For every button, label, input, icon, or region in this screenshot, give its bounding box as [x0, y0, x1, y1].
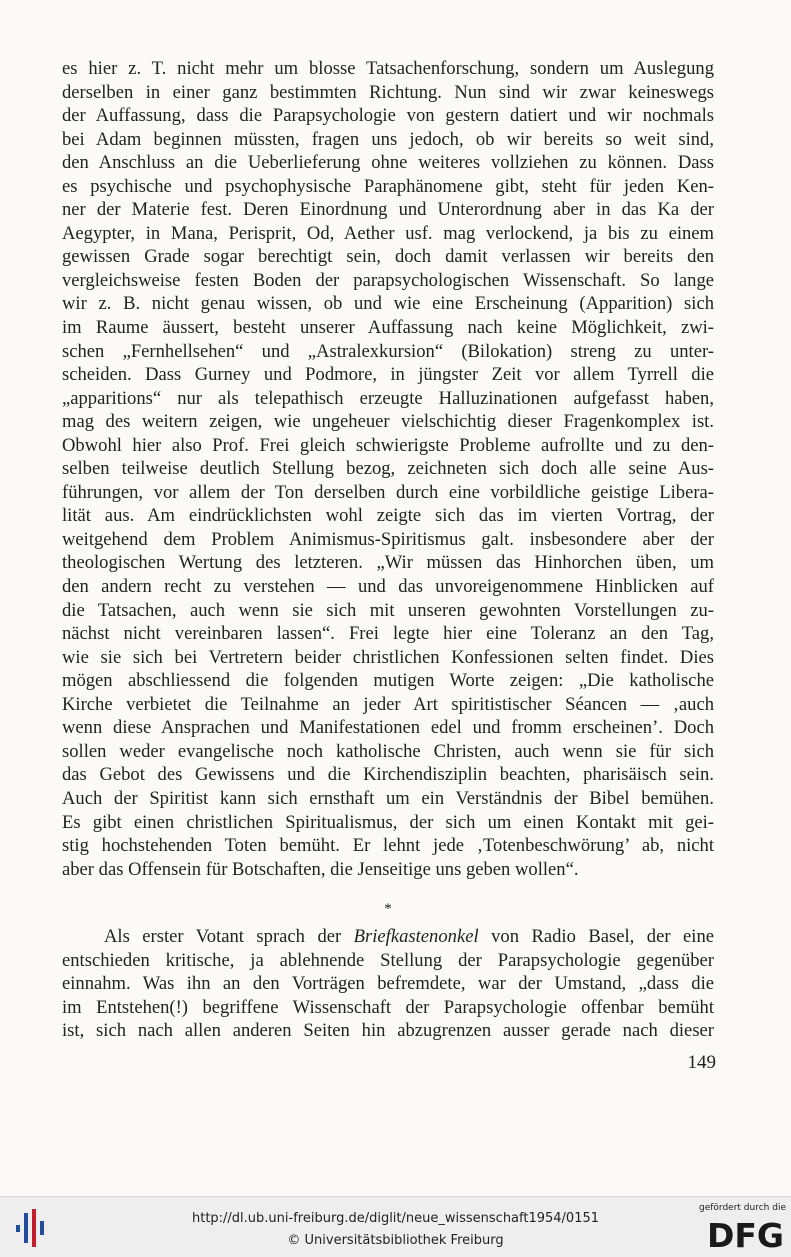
- text-line: Aegypter, in Mana, Perisprit, Od, Aether usf. mag verlockend, ja bis zu einem: [62, 222, 714, 244]
- text-line: ist, sich nach allen anderen Seiten hin abzugrenzen ausser gerade nach dieser: [62, 1020, 714, 1042]
- section-separator: *: [384, 901, 392, 917]
- paragraph-votant: [62, 925, 714, 1043]
- text-line: es hier z. T. nicht mehr um blosse Tatsachenforschung, sondern um Auslegung: [62, 58, 714, 79]
- copyright-notice: © Universitätsbibliothek Freiburg: [287, 1233, 504, 1248]
- text-line: die Tatsachen, auch wenn sie sich mit unseren gewohnten Vorstellungen zu-: [62, 599, 714, 621]
- text-line: den andern recht zu verstehen — und das unvoreigenommene Hinblicken auf: [62, 576, 714, 598]
- paragraph-continued: [62, 57, 714, 881]
- italic-term: Briefkastenonkel: [353, 926, 479, 947]
- text-line: lität aus. Am eindrücklichsten wohl zeigte sich das im vierten Vortrag, der: [62, 505, 714, 527]
- text-line: aber das Offensein für Botschaften, die Jenseitige uns geben wollen“.: [62, 858, 579, 880]
- text-line: sollen weder evangelische noch katholische Christen, auch wenn sie für sich: [62, 740, 714, 762]
- text-line: mag des weitern zeigen, wie ungeheuer vielschichtig dieser Fragenkomplex ist.: [62, 411, 714, 433]
- text-line: weitgehend dem Problem Animismus-Spiritismus galt. insbesondere aber der: [62, 528, 714, 550]
- text-line: Obwohl hier also Prof. Frei gleich schwierigste Probleme aufrollte und zu den-: [62, 434, 714, 456]
- text-line: wenn diese Ansprachen und Manifestationen edel und fromm erscheinen’. Doch: [62, 717, 714, 739]
- text-line: ner der Materie fest. Deren Einordnung und Unterordnung aber in das Ka der: [62, 199, 714, 221]
- text-line: derselben in einer ganz bestimmten Richtung. Nun sind wir zwar keineswegs: [62, 81, 714, 103]
- text-line: Auch der Spiritist kann sich ernsthaft um ein Verständnis der Bibel bemühen.: [62, 787, 714, 809]
- text-line: scheiden. Dass Gurney und Podmore, in jüngster Zeit vor allem Tyrrell die: [62, 364, 714, 386]
- text-line: entschieden kritische, ja ablehnende Stellung der Parapsychologie gegenüber: [62, 949, 714, 971]
- text-line: nächst nicht vereinbaren lassen“. Frei legte hier eine Toleranz an den Tag,: [62, 623, 714, 645]
- text-line: theologischen Wertung des letzteren. „Wir müssen das Hinhorchen üben, um: [62, 552, 714, 574]
- dfg-funding-logo[interactable]: [696, 1201, 786, 1253]
- text-line: das Gebot des Gewissens und die Kirchendisziplin beachten, pharisäisch sein.: [62, 764, 714, 786]
- text-line: „apparitions“ nur als telepathisch erzeugte Halluzinationen aufgefasst haben,: [62, 387, 714, 409]
- text-line: einnahm. Was ihn an den Vorträgen befremdete, war der Umstand, „dass die: [62, 973, 714, 995]
- document-url-link[interactable]: http://dl.ub.uni-freiburg.de/diglit/neue_wissenschaft1954/0151: [191, 1211, 600, 1226]
- text-line: wir z. B. nicht genau wissen, ob und wie eine Erscheinung (Apparition) sich: [62, 293, 714, 315]
- page-number: 149: [687, 1052, 716, 1073]
- text-line: gewissen Grade sogar berechtigt sein, doch damit verlassen wir bereits den: [62, 246, 714, 268]
- text-line: stig hochstehenden Toten bemüht. Er lehnt jede ‚Totenbeschwörung’ ab, nicht: [62, 835, 714, 857]
- text-line: es psychische und psychophysische Paraphänomene gibt, steht für jeden Ken-: [62, 175, 714, 197]
- text-line: Als erster Votant sprach der Briefkastenonkel von Radio Basel, der eine: [104, 926, 714, 947]
- viewer-footer: [0, 1196, 791, 1257]
- dfg-logo-text: DFG: [706, 1216, 784, 1253]
- text-line: der Auffassung, dass die Parapsychologie von gestern datiert und wir nochmals: [62, 105, 714, 127]
- text-line: im Raume äussert, besteht unserer Auffassung nach keine Möglichkeit, zwi-: [62, 317, 714, 339]
- text-line: führungen, vor allem der Ton derselben durch eine vorbildliche geistige Libera-: [62, 481, 714, 503]
- text-line: Es gibt einen christlichen Spiritualismus, der sich um einen Kontakt mit gei-: [62, 811, 714, 833]
- dfg-funding-text: gefördert durch die: [699, 1203, 786, 1213]
- text-line: mögen abschliessend die folgenden mutigen Worte zeigen: „Die katholische: [62, 670, 714, 692]
- text-line: vergleichsweise festen Boden der parapsychologischen Wissenschaft. So lange: [62, 269, 714, 291]
- text-line: selben teilweise deutlich Stellung bezog, zeichneten sich doch alle seine Aus-: [62, 458, 714, 480]
- text-line: den Anschluss an die Ueberlieferung ohne weiteres vollziehen zu können. Dass: [62, 152, 714, 174]
- text-line: Kirche verbietet die Teilnahme an jeder Art spiritistischer Séancen — ‚auch: [62, 693, 714, 715]
- text-line: wie sie sich bei Vertretern beider christlichen Konfessionen selten findet. Dies: [62, 646, 714, 668]
- text-line: bei Adam beginnen müssten, fragen uns jedoch, ob wir bereits so weit sind,: [62, 128, 714, 150]
- text-line: im Entstehen(!) begriffene Wissenschaft der Parapsychologie offenbar bemüht: [62, 996, 714, 1018]
- text-line: schen „Fernhellsehen“ und „Astralexkursion“ (Bilokation) streng zu unter-: [62, 340, 714, 362]
